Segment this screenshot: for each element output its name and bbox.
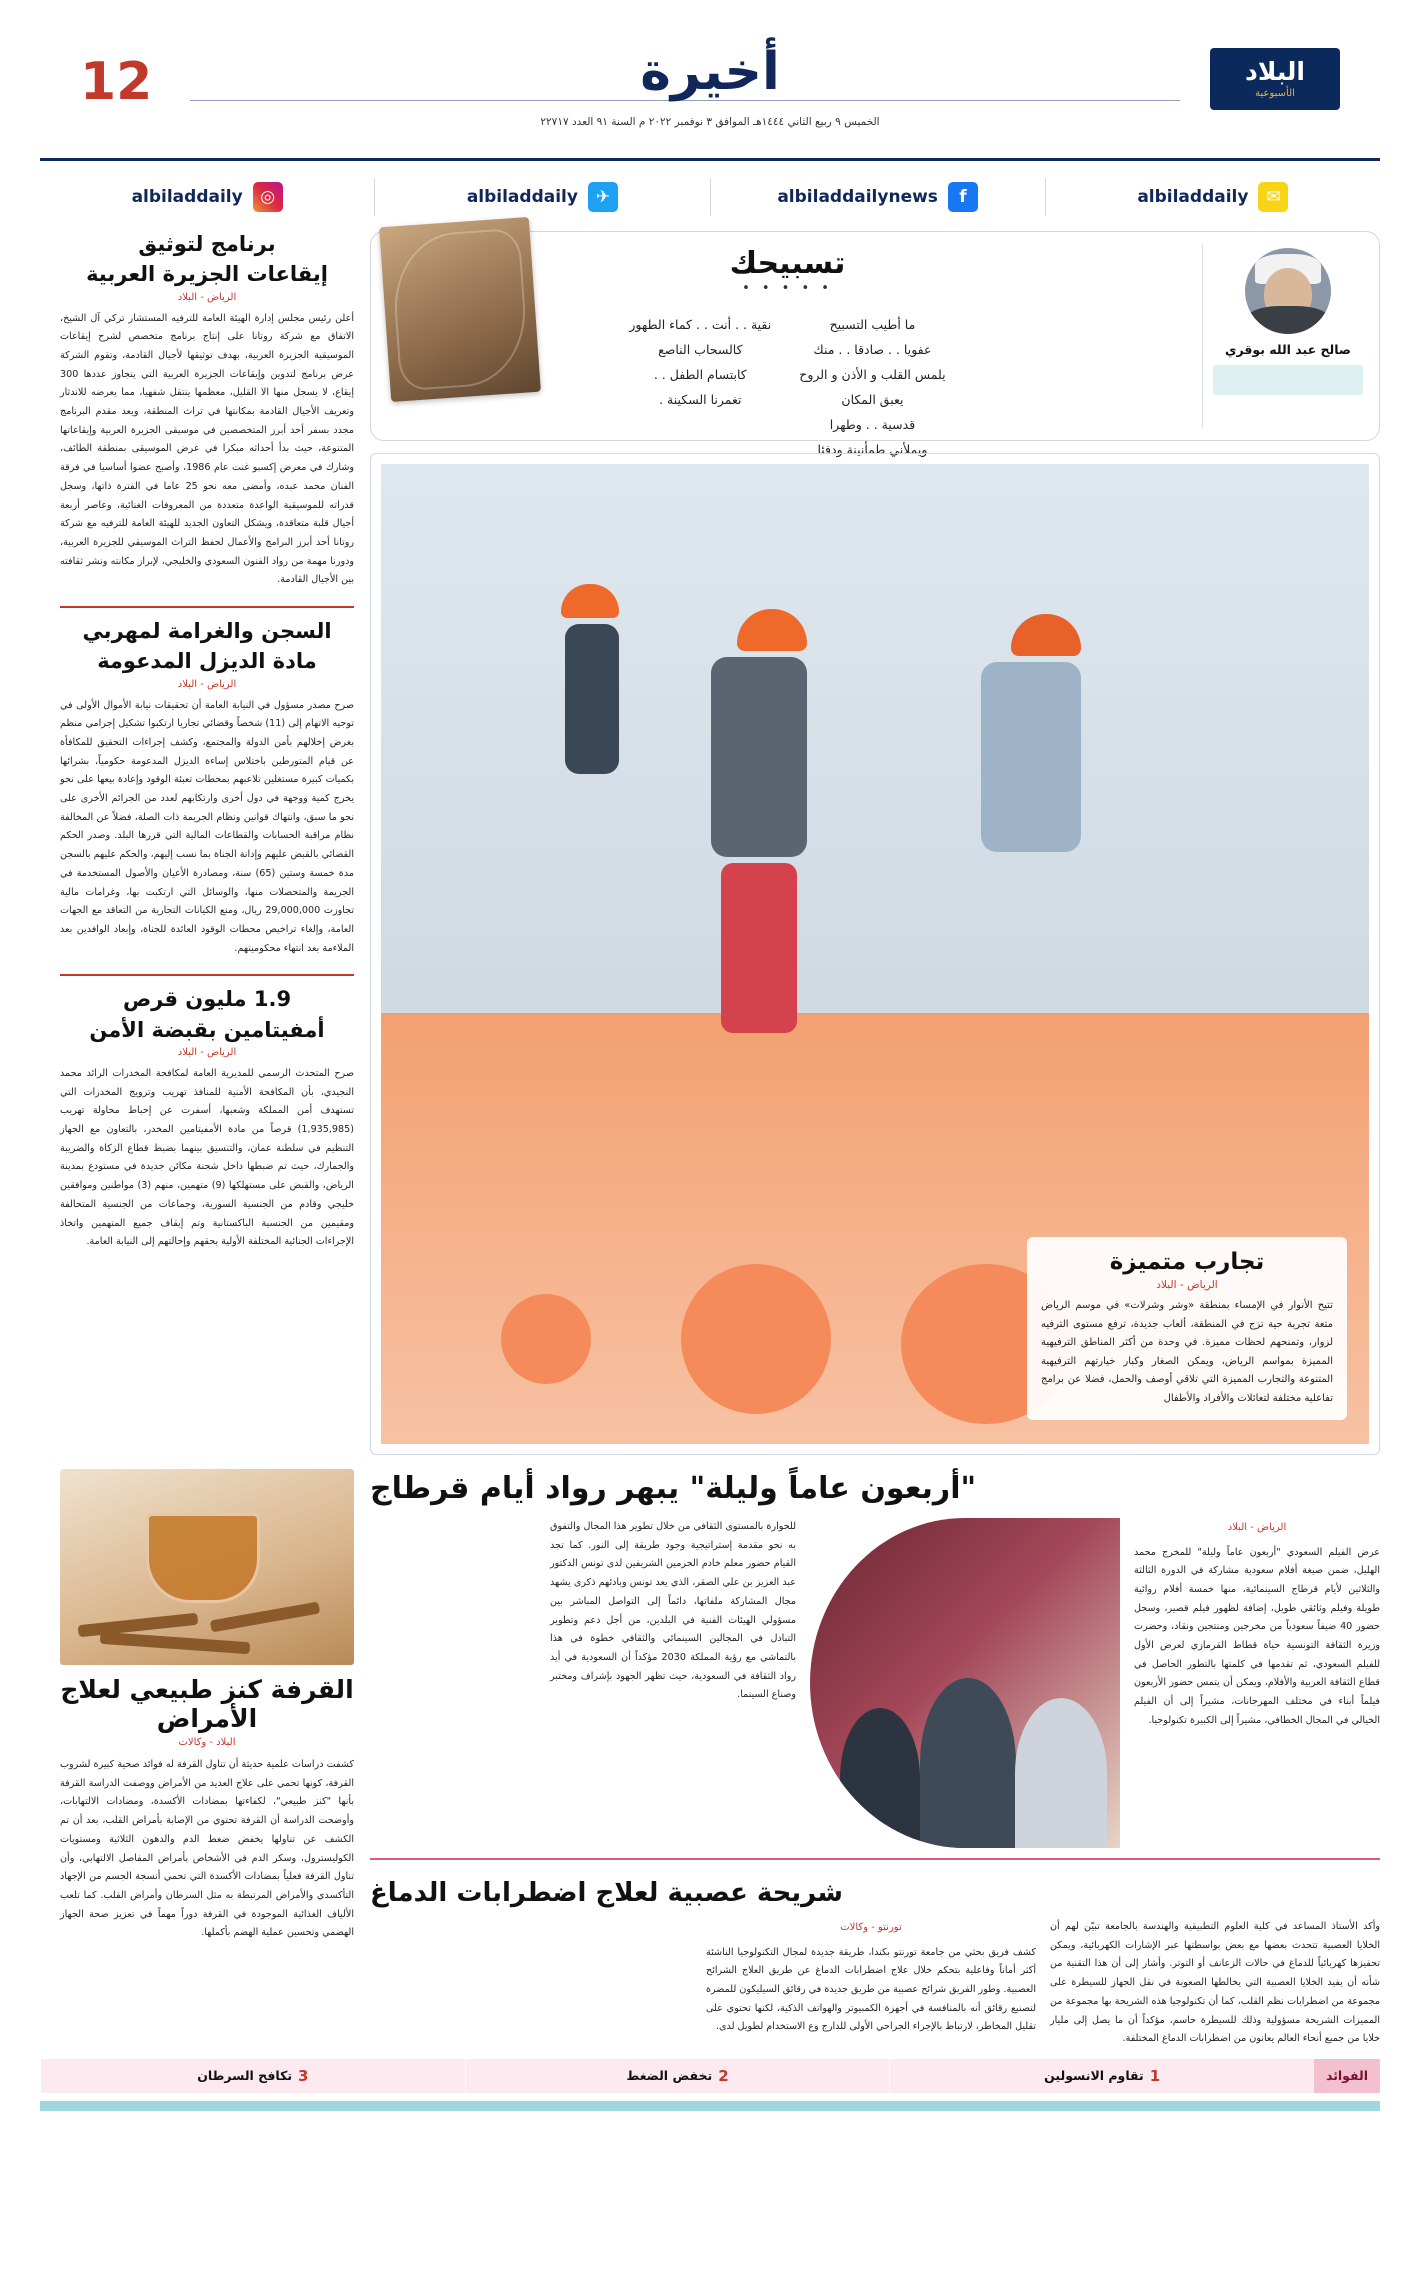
benefit-item-2 <box>465 2059 890 2093</box>
tea-headline: القرفة كنز طبيعي لعلاج الأمراض <box>60 1675 354 1733</box>
news-title-line1: 1.9 مليون قرص <box>122 987 292 1012</box>
news-item-diesel <box>60 618 354 958</box>
main-photo <box>381 464 1369 1444</box>
cinnamon-photo <box>60 1469 354 1665</box>
main-content <box>370 231 1380 1455</box>
benefit-text: تكافح السرطان <box>197 2068 293 2084</box>
social-item-facebook[interactable] <box>710 178 1045 216</box>
news-title-line2: أمفيتامين بقبضة الأمن <box>89 1017 325 1042</box>
benefit-text: تخفض الضغط <box>626 2068 713 2084</box>
poem-line: عفويا . . صادقا . . منك <box>813 342 932 357</box>
social-item-instagram[interactable] <box>40 178 374 216</box>
author-name: صالح عبد الله بوقري <box>1224 342 1351 357</box>
news-title-line2: مادة الديزل المدعومة <box>97 649 317 674</box>
poem-line: ما أطيب التسبيح <box>829 317 916 332</box>
social-handle: albiladdaily <box>466 187 578 207</box>
poem-line: كابتسام الطفل . . <box>653 367 747 382</box>
benefit-item-3 <box>40 2059 465 2093</box>
main-photo-card <box>370 453 1380 1455</box>
caption-title: تجارب متميزة <box>1109 1249 1265 1275</box>
benefit-number: 2 <box>718 2066 729 2085</box>
brain-row <box>370 1918 1380 2049</box>
benefit-number: 3 <box>298 2066 309 2085</box>
brain-source: تورنتو - وكالات <box>840 1922 902 1933</box>
brain-col-right <box>706 1918 1036 2049</box>
news-body: صرح المتحدث الرسمي للمديرية العامة لمكافحة المخدرات الرائد محمد النجيدي، بأن المكافحة الأمنية للمنافذ تهريب وترويج المخدرات التي تستهدف أمن المملكة وشعبها، أسفرت عن إحباط محاولة تهريب (1,935,985) قرصاً من مادة الأمفيتامين المخدر، بالتعاون مع الجهاز التنظيم في سلطنة عمان، والتنسيق بينهما بضبط قطاع الزكاة والضريبة والجمارك، حيث تم ضبطها داخل شحنة مكائن جديدة في مستودع بمدينة الرياض، والقبض على مستهلكها (9) متهمين، منهم (3) مواطنين وموافقين خليجي وقادم من الجنسية السورية، وجماعات من الجنسية المتحالفة ومقيمين من الجنسية الباكستانية وتم إيقاف جميع المتهمين واتخاذ الإجراءات الجنائية المختلفة الأولية بحقهم وإحالتهم إلى النيابة العامة. <box>60 1067 354 1248</box>
twitter-icon: ✈ <box>588 182 618 212</box>
benefit-text: تقاوم الانسولين <box>1044 2068 1144 2084</box>
feature-headline: "أربعون عاماً وليلة" يبهر رواد أيام قرطاج <box>370 1471 977 1506</box>
tea-card <box>60 1469 354 1943</box>
snapchat-icon: ✉ <box>1258 182 1288 212</box>
avatar <box>1245 248 1331 334</box>
feature-col-1 <box>1134 1518 1380 1848</box>
social-bar <box>40 175 1380 219</box>
social-handle: albiladdaily <box>1137 187 1249 207</box>
tea-source: البلاد - وكالات <box>178 1737 236 1748</box>
brain-text-left: وأكد الأستاذ المساعد في كلية العلوم التطبيقية والهندسة بالجامعة تبيّن لهم أن الخلايا العصبية تتحدث بعضها مع بعض بواسطتها عبر الإشارات الكهربائية، ويمكن تحفيزها كهربائياً للدماغ في حالات الزعانف أو التوتر. وأشار إلى أن هذا التقنية من شأنه أن يفيد الخلايا العصبية التي يخالطها الصعوبة في نقل الجهاز للسيطرة على مجموعة من اضطرابات نظم القلب، كما أن تكنولوجيا هذه الشريحة بها مجموعة من المميزات الشريحة مسؤولية وذلك للسيطرة حاسم، مؤكداً أن ما يصل إلى مليار خلايا من جميع أنحاء العالم يعانون من اضطرابات الدماغ المختلفة. <box>1050 1921 1380 2045</box>
poem-col-left <box>629 312 771 462</box>
poem-line: قدسية . . وطهرا <box>829 417 916 432</box>
feature-source: الرياض - البلاد <box>1227 1522 1287 1533</box>
news-title-line1: السجن والغرامة لمهربي <box>82 619 332 644</box>
tea-text: كشفت دراسات علمية حديثة أن تناول القرفة له فوائد صحية كبيرة لشروب القرفة، كونها تحمي على علاج العديد من الأمراض ووصفت الدراسة القرفة بأنها "كنز طبيعي"، لكفاءتها بمضادات الأكسدة، ومضادات الالتهابات، وأوضحت الدراسة أن القرفة تحتوي من الإصابة بأمراض القلب، بعد أن تم الكشف عن تناولها يخفض ضغط الدم والدهون الثلاثية ومستويات الكوليسترول، وسكر الدم في الأشخاص بأمراض المفاصل الالتهابي، وأن تناول القرفة فعلياً بمضادات الأكسدة التي تحمي أنسجة الجسم من الإجهاد التأكسدي والأمراض المرتبطة به مثل السرطان وأمراض القلب. كما تلعب الألياف الغذائية الموجودة في القرفة دوراً مهماً في تعزيز صحة الجهاز الهضمي وتحسين عملية الهضم بأكملها. <box>60 1759 354 1939</box>
news-item-rhythms <box>60 231 354 590</box>
bottom-strip <box>40 2101 1380 2111</box>
feature-col-2 <box>550 1518 796 1848</box>
poem-line: يعبق المكان <box>841 392 904 407</box>
social-handle: albiladdaily <box>131 187 243 207</box>
caption-source: الرياض - البلاد <box>1156 1279 1218 1291</box>
feature-row <box>370 1518 1380 1848</box>
benefits-label: الفوائد <box>1314 2059 1380 2093</box>
bottom-section <box>40 1469 1380 2049</box>
brain-text-right: كشف فريق بحثي من جامعة تورنتو بكندا، طريقة جديدة لمجال التكنولوجيا الناشئة أكثر أماناً وفاعلية بتحكم خلال علاج اضطرابات الدماغ عن طريق العلاج الشرائح العصبية. وطور الفريق شرائح عصبية من طريق جديدة في رقائق السيليكون للمضرة لتصنيع رقائق أنه بالمنافسة في أجهزة الكمبيوتر والهواتف الذكية، لكنها تحتوي على تقليل المخاطر، لارتباط بالإجراء الجراحي الأولى للدارج وع الاستخدام لطويل لدى. <box>705 1946 1036 2033</box>
logo-title: البلاد <box>1245 57 1305 86</box>
news-source: الرياض - البلاد <box>177 678 237 690</box>
feature-text-1: عرض الفيلم السعودي "أربعون عاماً وليلة" للمخرج محمد الهليل، ضمن صيغة أفلام سعودية مشاركة في الدورة الثالثة والثلاثين لأيام قرطاج السينمائية، منها خمسة أفلام روائية طويلة وفيلم وثائقي طويل، إضافة لظهور فيلم قصير، وسجل حضور 40 ضيفاً سعودياً من مخرجين ومنتجين ونقاد، وحضرت وزيرة الثقافة التونسية حياة قطاط القرمازي لعرض الأول للفيلم السعودي، ثم تقدمها في كلمتها بالتطور الحاصل في قطاع الثقافة العربية والأفلام، ويمكن أن يتمس حضور الأربعون فيلماً أبناء في مختلف المهرجانات، مشيراً إلى أن الفيلم الخيالي في المجال الخطافي، مشيراً إلى الكبيرة تكنولوجيا. <box>1134 1546 1380 1726</box>
section-divider <box>60 606 354 608</box>
brain-col-left <box>1050 1918 1380 2049</box>
poem-line: نقية . . أنت . . كماء الطهور <box>629 317 772 332</box>
poem-line: يلمس القلب و الأذن و الروح <box>799 367 946 382</box>
masthead <box>40 38 1380 161</box>
poem-line: كالسحاب الناصع <box>658 342 743 357</box>
news-body: صرح مصدر مسؤول في النيابة العامة أن تحقيقات نيابة الأموال الأولى في توجيه الاتهام إلى (11) شخصاً وقضائي تجاريا ارتكبوا تشكيل إجرامي منظم بغرض إخلالهم بأمن الدولة والمجتمع، وكشف إجراءات التحقيق للمكافأة عن قيام المتورطين باختلاس إساءة الديزل المدعومة حكومياً، بشرائها بكميات كبيرة مستغلين تلاعبهم بمحطات تعبئة الوقود وإعادة بيعها على نحو يخرج كمية ووجهة في دول أخرى وارتكابهم لعدد من الجرائم الأخرى على نحو ما سبق، وانتهاك قوانين ونظام الجريمة ذات الصلة، فضلاً عن المخالفة نظام مراقبة الحسابات والقطاعات المالية التي قررها البلد. وصدر الحكم القضائي بالقبض عليهم وإدانة الجناة بما نسب إليهم، والحكم عليهم بالسجن مدة خمسة وستين (65) سنة، ومصادرة الأعيان والأصول المستخدمة في الجريمة والمتحصلات منها، والوسائل التي ارتكبت بها، وغرامات مالية تجاوزت 29,000,000 ريال، ومنع الكيانات التجارية من التعاقد مع الجهات العامة، وإلغاء تراخيص محطات الوقود العائدة للجناة، وإبعاد الوافدين بعد الملاءمة بعد انتهاء محكوميتهم. <box>60 699 355 954</box>
page-title: أخيرة <box>640 42 780 102</box>
main-columns <box>40 231 1380 1455</box>
artwork-thumbnail <box>379 217 541 402</box>
benefit-number: 1 <box>1149 2066 1161 2085</box>
feature-section <box>370 1469 1380 2049</box>
social-item-snapchat[interactable] <box>1045 178 1380 216</box>
poem-col-right <box>799 312 945 462</box>
newspaper-page <box>0 38 1420 2290</box>
caption-text: تتيح الأنوار في الإمساء بمنطقة «وشر وشرلات» في موسم الرياض متعة تجربة حية تزج في المنطقة، ألعاب جديدة، ترفع مستوى الترفيه لزوار، وتمنحهم لحظات مميزة. في وحدة من أكثر المناطق الترفيهية المميزة بمواسم الرياض، ويمكن الصغار وكبار خيارتهم الترفيهية المتنوعة والتجارب المميزة التي تلاقي أوصف والحمل، فضلا عن برامج تفاعلية مختلفة لتعائلات والأفراد والأطفال <box>1041 1300 1333 1404</box>
benefit-item-1 <box>889 2059 1314 2093</box>
photo-caption <box>1027 1237 1347 1420</box>
news-title-line2: إيقاعات الجزيرة العربية <box>86 262 328 287</box>
news-source: الرياض - البلاد <box>177 291 237 303</box>
sidebar-news-column <box>60 231 354 1455</box>
instagram-icon: ◎ <box>253 182 283 212</box>
poem-line: ويملأني طمأنينة ودفئا <box>817 442 928 457</box>
news-source: الرياض - البلاد <box>177 1046 237 1058</box>
issue-date: الخميس ٩ ربيع الثاني ١٤٤٤هـ الموافق ٣ نوفمبر ٢٠٢٢ م السنة ٩١ العدد ٢٢٧١٧ <box>540 116 880 128</box>
tea-section <box>60 1469 354 2049</box>
feature-photo <box>810 1518 1120 1848</box>
section-divider <box>60 974 354 976</box>
brain-headline: شريحة عصبية لعلاج اضطرابات الدماغ <box>370 1878 843 1908</box>
benefits-bar <box>40 2059 1380 2093</box>
page-number: 12 <box>80 52 153 112</box>
author-block <box>1202 244 1363 428</box>
opinion-column-panel <box>370 231 1380 457</box>
opinion-title: تسبيحك <box>729 246 846 281</box>
feature-text-2: للحوارة بالمستوى الثقافي من خلال تطوير هذا المجال والتفوق به نحو مقدمة إستراتيجية وجود طريقة إلى النور. كما تجد القيام حضور معلم خادم الحرمين الشريفين لدى تونس الدكتور عبد العزيز بن علي الصقر، الذي يعد تونس وبادئهم ذكرى يشهد مجال المشاركة ملفاتها، دائماً إلى التواصل المباشر بين مسؤولي الهيئات الفنية في البلدين، من أجل دعم وتطوير التبادل في المجالين السينمائي والثقافي خطوة في هذا بالتماشي مع رؤية المملكة 2030 مؤكداً أن السعودية في أيد رواد الثقافة في السعودية، حيث تظهر الجهود بإشراف ومختبر وصناع السينما. <box>550 1521 797 1701</box>
facebook-icon: f <box>948 182 978 212</box>
news-body: أعلن رئيس مجلس إدارة الهيئة العامة للترفيه المستشار تركي آل الشيخ، الاتفاق مع شركة روتانا على إنتاج برنامج متخصص لشرح إيقاعات الموسيقية الجزيرة العربية، بهدف توثيقها لأجيال القادمة، وتقوم الشركة عرض برنامج لتدوين وإيقاعات الجزيرة العربية التي يتجاوز عددها 300 إيقاع، لا يسجل منها الا القليل، معظمها ينتقل شفهيا، مما يعرضه للاندثار وتعريف الأجيال القادمة بمكانتها في تراث المنطقة، ويعد مقدم البرنامج مجدد بسفر أحد أبرز المتخصصين في موسيقى الجزيرة العربية وإيقاعاتها المتنوعة، حيث بدأ أحداثه مبكرا في عرض الموسيقى بمنطقة الطائف، وشارك في معرض إكسبو غنت عام 1986، وأصبح عضوا أساسيا في فرقة الفنان محمد عبده، وأمضى معه نحو 25 عاما في الفترة ذاتها، وسجل قدراته للموسيقية الواعدة متعددة من المعروفات الغنائية، وعاصر أربعة أجيال قلبة متعاقدة، ويشكل التعاون الجديد للهيئة العامة للترفيه مع شركة روتانا أحد أبرز البرامج والأعمال لحفظ التراث الموسيقي للجزيرة العربية، ودورنا مهمة من رواد الفنون السعودي والخليجي، لإبراز مكانته ونشر ثقافته بين الأجيال القادمة. <box>60 312 354 586</box>
news-item-amphetamine <box>60 986 354 1252</box>
poem-dots: • • • • • <box>742 281 833 296</box>
news-title-line1: برنامج لتوثيق <box>138 232 276 256</box>
social-item-twitter[interactable] <box>374 178 709 216</box>
social-handle: albiladdailynews <box>777 187 938 207</box>
logo-subtitle: الأسبوعية <box>1255 88 1295 99</box>
poem-line: تغمرنا السكينة . <box>659 392 742 407</box>
author-accent-bar <box>1213 365 1363 395</box>
feature-divider <box>370 1858 1380 1860</box>
